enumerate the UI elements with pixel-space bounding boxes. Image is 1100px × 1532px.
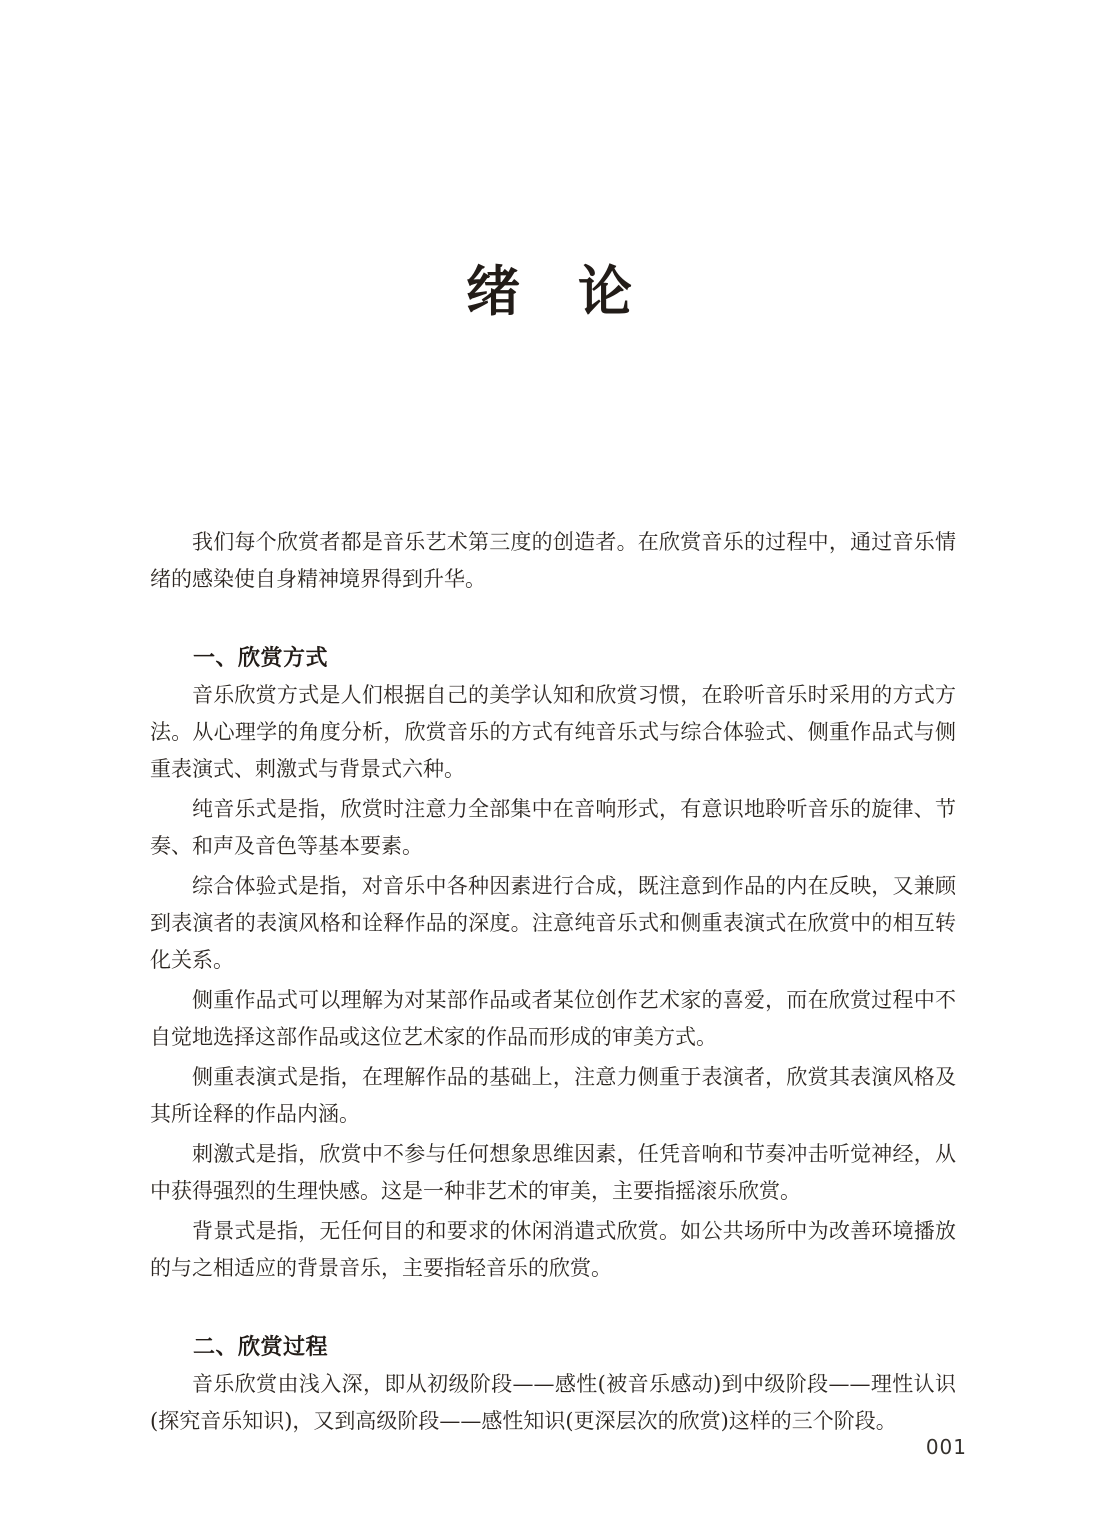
paragraph-综合体验式: 综合体验式是指，对音乐中各种因素进行合成，既注意到作品的内在反映，又兼顾到表演者的表演风格和诠释作品的深度。注意纯音乐式和侧重表演式在欣赏中的相互转化关系。 [150,874,956,972]
paragraph-stimulus-style: 刺激式是指，欣赏中不参与任何想象思维因素，任凭音响和节奏冲击听觉神经，从中获得强烈的生理快感。这是一种非艺术的审美，主要指摇滚乐欣赏。 [150,1142,956,1203]
section-heading-appreciation-process: 二、欣赏过程 [193,1335,329,1360]
page-number: 001 [925,1435,967,1459]
paragraph-methods-overview: 音乐欣赏方式是人们根据自己的美学认知和欣赏习惯，在聆听音乐时采用的方式方法。从心理学的角度分析，欣赏音乐的方式有纯音乐式与综合体验式、侧重作品式与侧重表演式、刺激式与背景式六种。 [150,683,956,781]
intro-paragraph: 我们每个欣赏者都是音乐艺术第三度的创造者。在欣赏音乐的过程中，通过音乐情绪的感染使自身精神境界得到升华。 [150,530,956,591]
paragraph-performance-focused-style: 侧重表演式是指，在理解作品的基础上，注意力侧重于表演者，欣赏其表演风格及其所诠释的作品内涵。 [150,1065,956,1126]
paragraph-background-style: 背景式是指，无任何目的和要求的休闲消遣式欣赏。如公共场所中为改善环境播放的与之相适应的背景音乐，主要指轻音乐的欣赏。 [150,1219,956,1280]
section-heading-appreciation-methods: 一、欣赏方式 [193,646,329,671]
paragraph-process-stages: 音乐欣赏由浅入深，即从初级阶段——感性(被音乐感动)到中级阶段——理性认识(探究音乐知识)，又到高级阶段——感性知识(更深层次的欣赏)这样的三个阶段。 [150,1372,956,1433]
paragraph-work-focused-style: 侧重作品式可以理解为对某部作品或者某位创作艺术家的喜爱，而在欣赏过程中不自觉地选择这部作品或这位艺术家的作品而形成的审美方式。 [150,988,956,1049]
paragraph-pure-music-style: 纯音乐式是指，欣赏时注意力全部集中在音响形式，有意识地聆听音乐的旋律、节奏、和声及音色等基本要素。 [150,797,956,858]
page-content [150,524,956,1443]
page-title: 绪 论 [466,260,634,323]
